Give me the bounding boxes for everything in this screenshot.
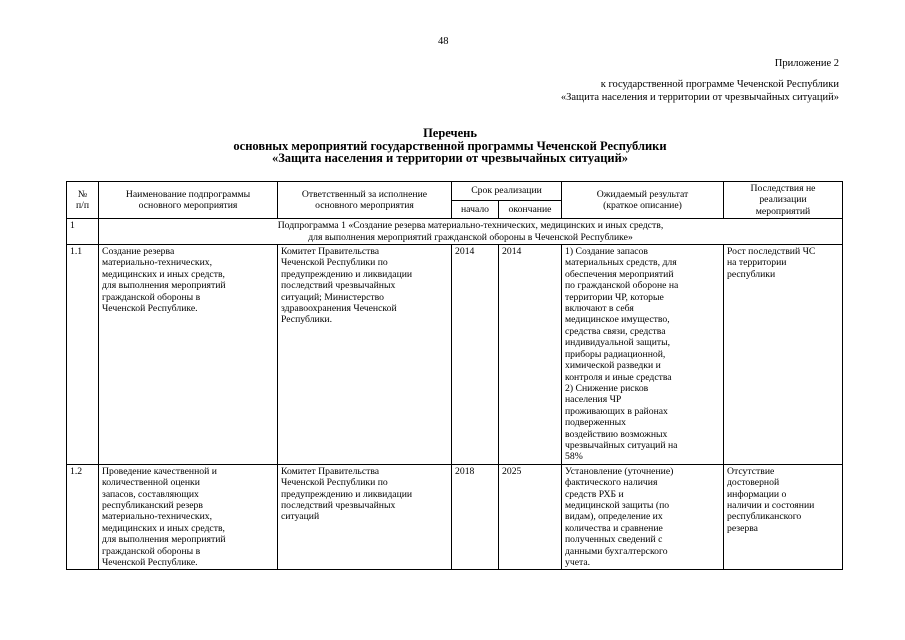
table-row bbox=[67, 245, 843, 465]
appendix-title: Приложение 2 bbox=[774, 58, 839, 69]
header-result: Ожидаемый результат (краткое описание) bbox=[562, 182, 724, 219]
row-start: 2014 bbox=[452, 245, 499, 465]
header-end: окончание bbox=[499, 200, 562, 219]
row-end: 2014 bbox=[499, 245, 562, 465]
header-name: Наименование подпрограммы основного мероприятия bbox=[99, 182, 278, 219]
table-row bbox=[67, 464, 843, 570]
row-end: 2025 bbox=[499, 464, 562, 570]
row-num: 1.2 bbox=[67, 464, 99, 570]
header-responsible: Ответственный за исполнение основного мероприятия bbox=[278, 182, 452, 219]
appendix-description bbox=[561, 79, 839, 104]
document-title bbox=[120, 127, 780, 165]
header-period: Срок реализации bbox=[452, 182, 562, 201]
subprogram-num: 1 bbox=[67, 219, 99, 245]
table-header-row bbox=[67, 182, 843, 201]
row-result: Установление (уточнение) фактического наличия средств РХБ и медицинской защиты (по видам), определение их количества и сравнение полученных сведений с данными бухгалтерского учета. bbox=[562, 464, 724, 570]
activities-table bbox=[66, 181, 843, 570]
appendix-line-2: «Защита населения и территории от чрезвычайных ситуаций» bbox=[560, 91, 839, 103]
page-number: 48 bbox=[438, 36, 449, 47]
row-responsible: Комитет Правительства Чеченской Республики по предупреждению и ликвидации последствий чрезвычайных ситуаций bbox=[278, 464, 452, 570]
row-consequences: Отсутствие достоверной информации о наличии и состоянии республиканского резерва bbox=[724, 464, 843, 570]
row-start: 2018 bbox=[452, 464, 499, 570]
title-line-2: основных мероприятий государственной программы Чеченской Республики bbox=[233, 138, 667, 153]
header-consequences: Последствия не реализации мероприятий bbox=[724, 182, 843, 219]
subprogram-row bbox=[67, 219, 843, 245]
row-result: 1) Создание запасов материальных средств, для обеспечения мероприятий по гражданской обороне на территории ЧР, которые включают в себя медицинское имущество, средства связи, средства индивидуальной защиты, приборы радиационной, химической разведки и контроля и иные средства 2) Снижение рисков населения ЧР проживающих в районах подверженных воздействию возможных чрезвычайных ситуаций на 58% bbox=[562, 245, 724, 465]
subprogram-title: Подпрограмма 1 «Создание резерва материально-технических, медицинских и иных средств, для выполнения мероприятий гражданской обороны в Чеченской Республике» bbox=[99, 219, 843, 245]
header-num: № п/п bbox=[67, 182, 99, 219]
appendix-line-1: к государственной программе Чеченской Республики bbox=[600, 79, 839, 90]
row-num: 1.1 bbox=[67, 245, 99, 465]
row-name: Проведение качественной и количественной оценки запасов, составляющих республиканский резерв материально-технических, медицинских и иных средств, для выполнения мероприятий гражданской обороны в Чеченской Республике. bbox=[99, 464, 278, 570]
row-responsible: Комитет Правительства Чеченской Республики по предупреждению и ликвидации последствий чрезвычайных ситуаций; Министерство здравоохранения Чеченской Республики. bbox=[278, 245, 452, 465]
row-name: Создание резерва материально-технических, медицинских и иных средств, для выполнения мероприятий гражданской обороны в Чеченской Республике. bbox=[99, 245, 278, 465]
row-consequences: Рост последствий ЧС на территории республики bbox=[724, 245, 843, 465]
header-start: начало bbox=[452, 200, 499, 219]
title-line-3: «Защита населения и территории от чрезвычайных ситуаций» bbox=[271, 151, 629, 165]
title-line-1: Перечень bbox=[423, 126, 477, 140]
